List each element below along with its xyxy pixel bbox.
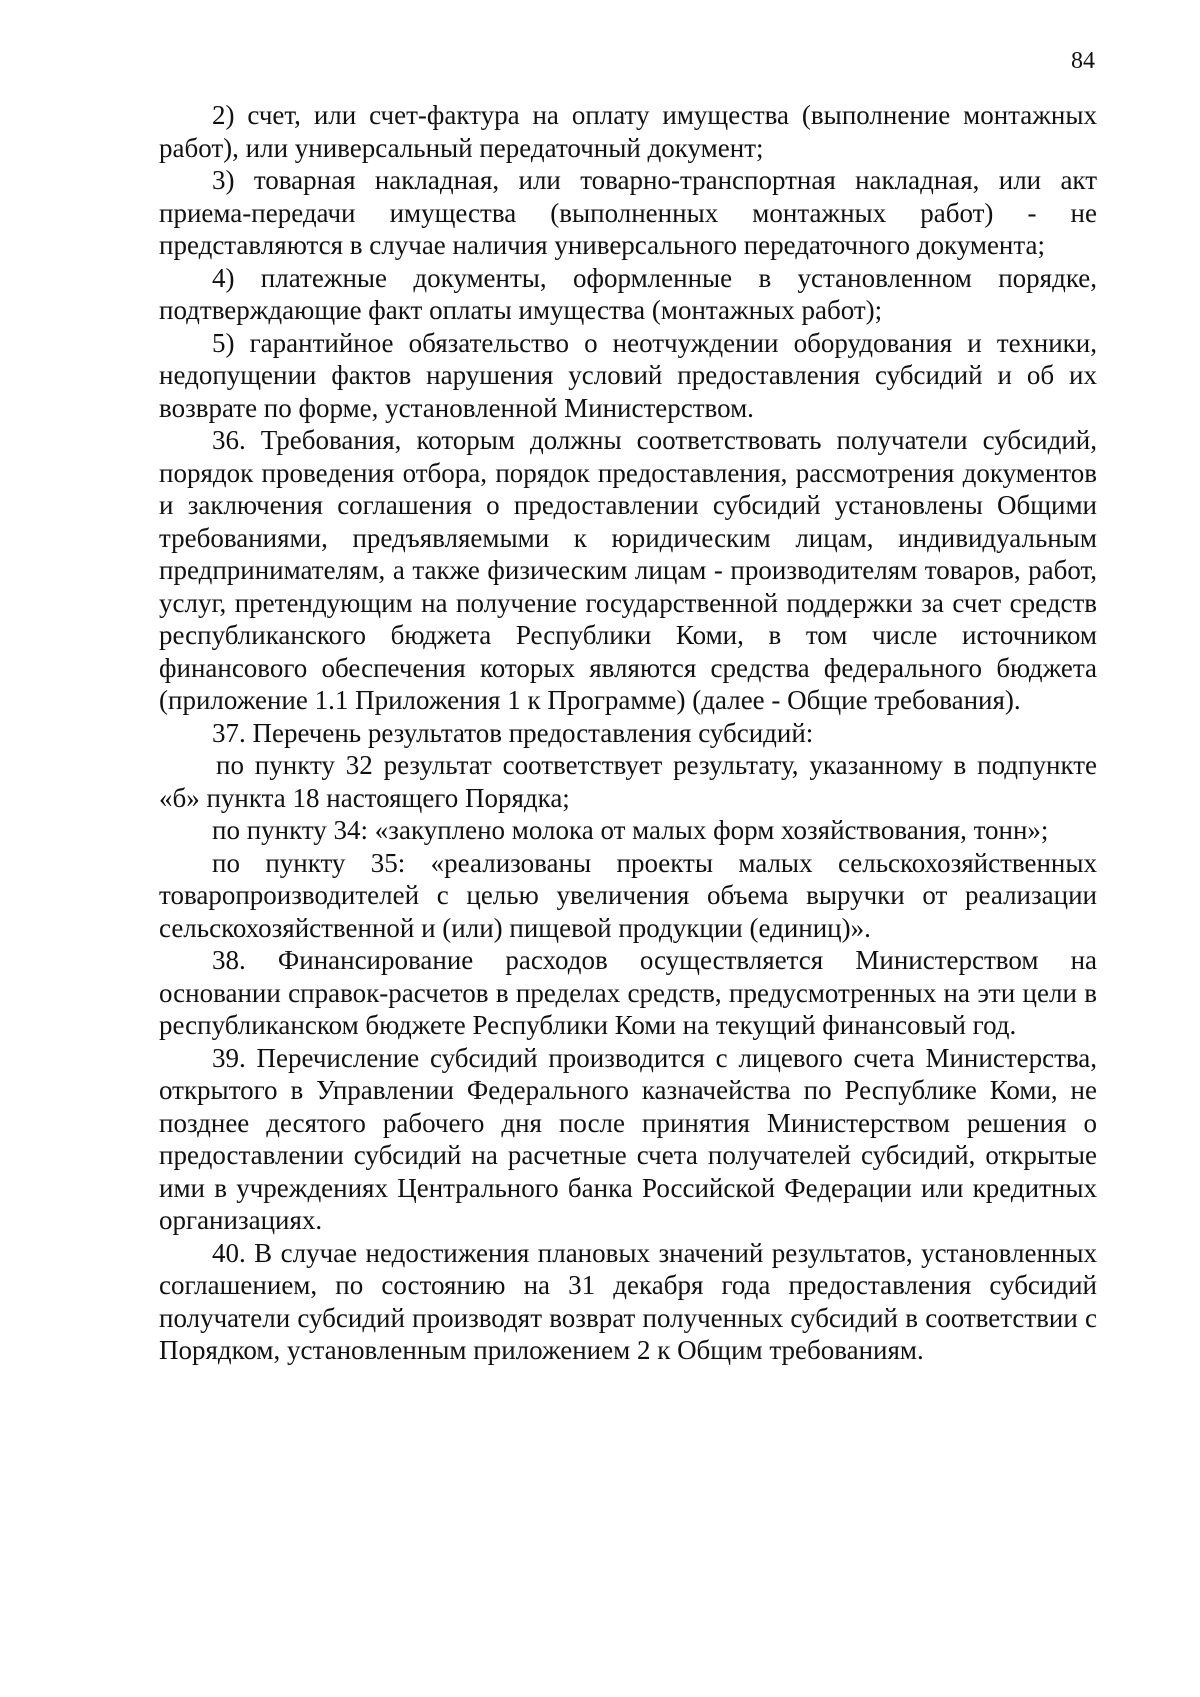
paragraph-result-point-34: по пункту 34: «закуплено молока от малых форм хозяйствования, тонн»; — [212, 815, 1049, 845]
paragraph-result-point-35: по пункту 35: «реализованы проекты малых сельскохозяйственных товаропроизводителей с целью увеличения объема выручки от реализации сельскохозяйственной и (или) пищевой продукции (единиц)». — [159, 847, 1097, 943]
paragraph-clause-40: 40. В случае недостижения плановых значений результатов, установленных соглашением, по состоянию на 31 декабря года предоставления субсидий получатели субсидий производят возврат полученных субсидий в соответствии с Порядком, установленным приложением 2 к Общим требованиям. — [159, 1237, 1097, 1365]
document-body — [159, 99, 1097, 1367]
page-number: 84 — [1071, 48, 1095, 74]
paragraph-clause-36: 36. Требования, которым должны соответствовать получатели субсидий, порядок проведения отбора, порядок предоставления, рассмотрения документов и заключения соглашения о предоставлении субсидий установлены Общими требованиями, предъявляемыми к юридическим лицам, индивидуальным предпринимателям, а также физическим лицам - производителям товаров, работ, услуг, претендующим на получение государственной поддержки за счет средств республиканского бюджета Республики Коми, в том числе источником финансового обеспечения которых являются средства федерального бюджета (приложение 1.1 Приложения 1 к Программе) (далее - Общие требования). — [159, 425, 1097, 715]
paragraph-result-point-32: по пункту 32 результат соответствует результату, указанному в подпункте «б» пункта 18 настоящего Порядка; — [159, 750, 1097, 813]
paragraph-item-5: 5) гарантийное обязательство о неотчуждении оборудования и техники, недопущении фактов нарушения условий предоставления субсидий и об их возврате по форме, установленной Министерством. — [159, 327, 1097, 423]
paragraph-item-3: 3) товарная накладная, или товарно-транспортная накладная, или акт приема-передачи имущества (выполненных монтажных работ) - не представляются в случае наличия универсального передаточного документа; — [159, 165, 1097, 260]
paragraph-clause-39: 39. Перечисление субсидий производится с лицевого счета Министерства, открытого в Управлении Федерального казначейства по Республике Коми, не позднее десятого рабочего дня после принятия Министерством решения о предоставлении субсидий на расчетные счета получателей субсидий, открытые ими в учреждениях Центрального банка Российской Федерации или кредитных организациях. — [159, 1042, 1097, 1235]
paragraph-item-2: 2) счет, или счет-фактура на оплату имущества (выполнение монтажных работ), или универсальный передаточный документ; — [159, 100, 1097, 163]
paragraph-clause-38: 38. Финансирование расходов осуществляется Министерством на основании справок-расчетов в пределах средств, предусмотренных на эти цели в республиканском бюджете Республики Коми на текущий финансовый год. — [159, 945, 1097, 1040]
paragraph-item-4: 4) платежные документы, оформленные в установленном порядке, подтверждающие факт оплаты имущества (монтажных работ); — [159, 262, 1097, 325]
paragraph-clause-37: 37. Перечень результатов предоставления субсидий: — [212, 717, 814, 748]
